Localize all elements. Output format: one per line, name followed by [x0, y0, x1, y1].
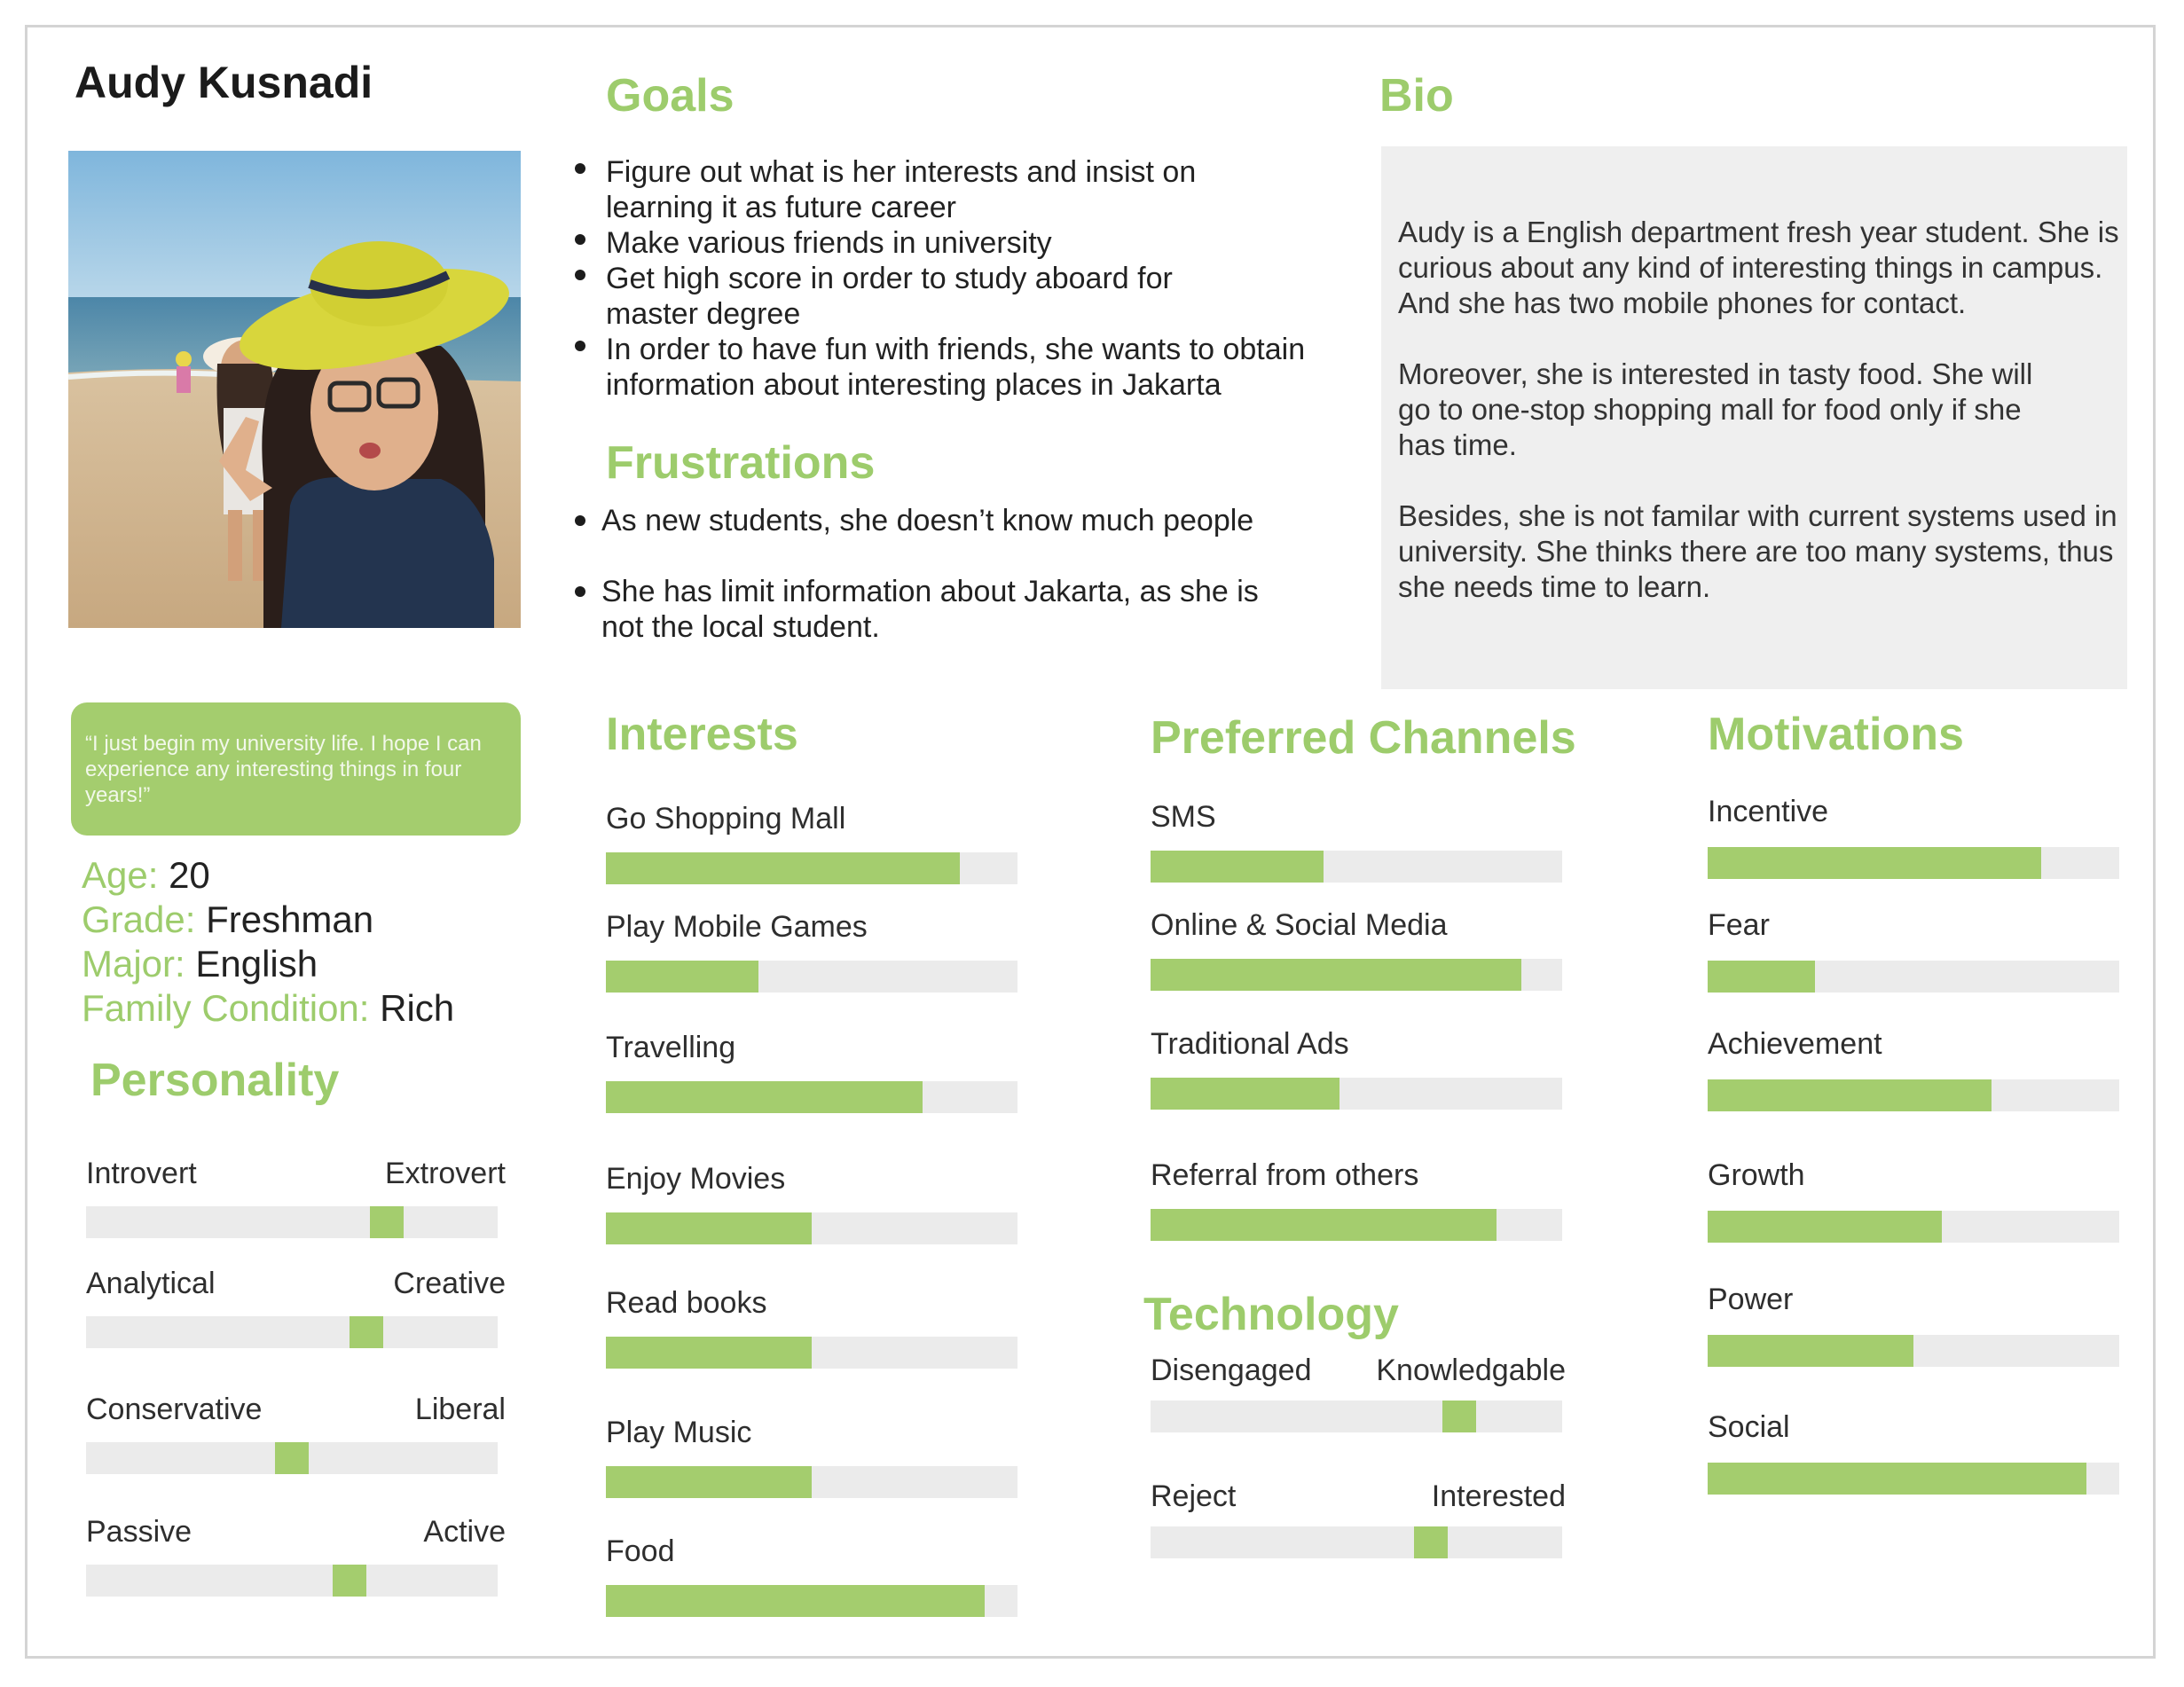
motivation-label: Growth: [1708, 1158, 1805, 1192]
technology-left-label: Disengaged: [1151, 1354, 1312, 1387]
interest-bar-fill: [606, 852, 960, 884]
motivation-bar-fill: [1708, 1335, 1913, 1367]
interest-bar-fill: [606, 1081, 923, 1113]
bullet-icon: [575, 515, 585, 526]
demo-value: Rich: [380, 987, 455, 1029]
channel-bar-fill: [1151, 1078, 1339, 1110]
interest-bar-track: [606, 961, 1017, 993]
demo-value: Freshman: [206, 898, 374, 940]
demo-major: [82, 942, 318, 986]
personality-slider-track: [86, 1206, 498, 1238]
motivation-bar-fill: [1708, 1079, 1992, 1111]
bullet-icon: [575, 270, 585, 280]
frustrations-heading: Frustrations: [606, 437, 876, 489]
personality-slider-knob: [333, 1565, 366, 1597]
personality-slider-track: [86, 1565, 498, 1597]
motivation-label: Achievement: [1708, 1027, 1882, 1061]
motivation-bar-track: [1708, 1211, 2119, 1243]
demo-label: Age:: [82, 854, 159, 896]
channel-label: SMS: [1151, 800, 1216, 834]
persona-photo: [68, 151, 521, 628]
interest-bar-track: [606, 1466, 1017, 1498]
motivation-bar-fill: [1708, 847, 2041, 879]
motivation-bar-fill: [1708, 1211, 1942, 1243]
channel-bar-track: [1151, 1209, 1562, 1241]
demo-family: [82, 986, 454, 1031]
bullet-icon: [575, 234, 585, 245]
bio-paragraph: Besides, she is not familar with current systems used in university. She thinks there are too many systems, thus she needs time to learn.: [1398, 499, 2117, 603]
channel-label: Traditional Ads: [1151, 1027, 1349, 1061]
technology-slider-track: [1151, 1401, 1562, 1432]
motivations-heading: Motivations: [1708, 709, 1964, 760]
motivation-bar-fill: [1708, 961, 1815, 993]
motivation-bar-track: [1708, 1463, 2119, 1495]
channel-label: Online & Social Media: [1151, 908, 1448, 942]
interest-bar-track: [606, 1081, 1017, 1113]
bullet-icon: [575, 163, 585, 174]
goals-list: [606, 154, 1355, 403]
bullet-icon: [575, 341, 585, 351]
motivation-label: Social: [1708, 1410, 1790, 1444]
list-item: As new students, she doesn’t know much people: [601, 504, 1254, 537]
interest-label: Go Shopping Mall: [606, 802, 846, 836]
personality-right-label: Liberal: [414, 1393, 506, 1426]
interest-bar-fill: [606, 961, 758, 993]
demo-value: 20: [169, 854, 210, 896]
technology-left-label: Reject: [1151, 1479, 1237, 1513]
channel-bar-track: [1151, 851, 1562, 883]
technology-slider-knob: [1442, 1401, 1476, 1432]
technology-right-label: Knowledgable: [1376, 1354, 1566, 1387]
personality-slider-knob: [275, 1442, 309, 1474]
motivation-bar-track: [1708, 961, 2119, 993]
list-item: Get high score in order to study aboard for master degree: [606, 262, 1173, 331]
demo-grade: [82, 898, 373, 942]
interest-bar-fill: [606, 1212, 812, 1244]
personality-left-label: Conservative: [86, 1393, 263, 1426]
bio-paragraph: Audy is a English department fresh year student. She is curious about any kind of interesting things in campus. And she has two mobile phones for contact.: [1398, 216, 2119, 319]
list-item: She has limit information about Jakarta, as she is not the local student.: [601, 575, 1259, 644]
bio-heading: Bio: [1379, 70, 1454, 122]
interest-bar-fill: [606, 1337, 812, 1369]
technology-slider-track: [1151, 1526, 1562, 1558]
motivation-label: Power: [1708, 1283, 1794, 1316]
interest-label: Food: [606, 1534, 675, 1568]
channel-bar-fill: [1151, 851, 1324, 883]
list-item: In order to have fun with friends, she wants to obtain information about interesting places in Jakarta: [606, 333, 1306, 402]
channel-bar-fill: [1151, 959, 1521, 991]
motivation-bar-track: [1708, 847, 2119, 879]
motivation-bar-fill: [1708, 1463, 2086, 1495]
demo-label: Major:: [82, 943, 185, 985]
technology-right-label: Interested: [1431, 1479, 1566, 1513]
bio-paragraph: Moreover, she is interested in tasty food. She will go to one-stop shopping mall for food only if she has time.: [1398, 357, 2033, 461]
personality-slider-knob: [370, 1206, 404, 1238]
personality-slider-track: [86, 1316, 498, 1348]
demo-label: Family Condition:: [82, 987, 370, 1029]
bullet-icon: [575, 586, 585, 597]
personality-slider-track: [86, 1442, 498, 1474]
technology-heading: Technology: [1143, 1289, 1399, 1340]
persona-name: Audy Kusnadi: [75, 58, 373, 107]
channel-bar-track: [1151, 1078, 1562, 1110]
channel-bar-fill: [1151, 1209, 1497, 1241]
interest-bar-fill: [606, 1585, 985, 1617]
personality-heading: Personality: [90, 1055, 340, 1106]
personality-right-label: Active: [423, 1515, 506, 1549]
demo-value: English: [195, 943, 318, 985]
interest-label: Enjoy Movies: [606, 1162, 786, 1196]
channel-bar-track: [1151, 959, 1562, 991]
interest-bar-track: [606, 852, 1017, 884]
personality-left-label: Passive: [86, 1515, 192, 1549]
interest-label: Play Mobile Games: [606, 910, 868, 944]
demo-age: [82, 853, 210, 898]
interest-bar-fill: [606, 1466, 812, 1498]
interest-label: Travelling: [606, 1031, 736, 1064]
motivation-label: Fear: [1708, 908, 1770, 942]
frustrations-list: [601, 503, 1338, 645]
motivation-label: Incentive: [1708, 795, 1829, 828]
persona-quote: “I just begin my university life. I hope I can experience any interesting things in four years!”: [71, 702, 521, 836]
preferred-channels-heading: Preferred Channels: [1151, 712, 1576, 764]
personality-right-label: Creative: [393, 1267, 506, 1300]
motivation-bar-track: [1708, 1079, 2119, 1111]
list-item: Figure out what is her interests and insist on learning it as future career: [606, 155, 1197, 224]
interest-bar-track: [606, 1337, 1017, 1369]
interest-label: Read books: [606, 1286, 767, 1320]
personality-right-label: Extrovert: [384, 1157, 506, 1190]
motivation-bar-track: [1708, 1335, 2119, 1367]
interest-label: Play Music: [606, 1416, 752, 1449]
personality-left-label: Introvert: [86, 1157, 197, 1190]
demo-label: Grade:: [82, 898, 196, 940]
personality-slider-knob: [350, 1316, 383, 1348]
channel-label: Referral from others: [1151, 1158, 1419, 1192]
technology-slider-knob: [1414, 1526, 1448, 1558]
interest-bar-track: [606, 1585, 1017, 1617]
goals-heading: Goals: [606, 70, 735, 122]
interests-heading: Interests: [606, 709, 798, 760]
interest-bar-track: [606, 1212, 1017, 1244]
list-item: Make various friends in university: [606, 226, 1052, 260]
personality-left-label: Analytical: [86, 1267, 216, 1300]
